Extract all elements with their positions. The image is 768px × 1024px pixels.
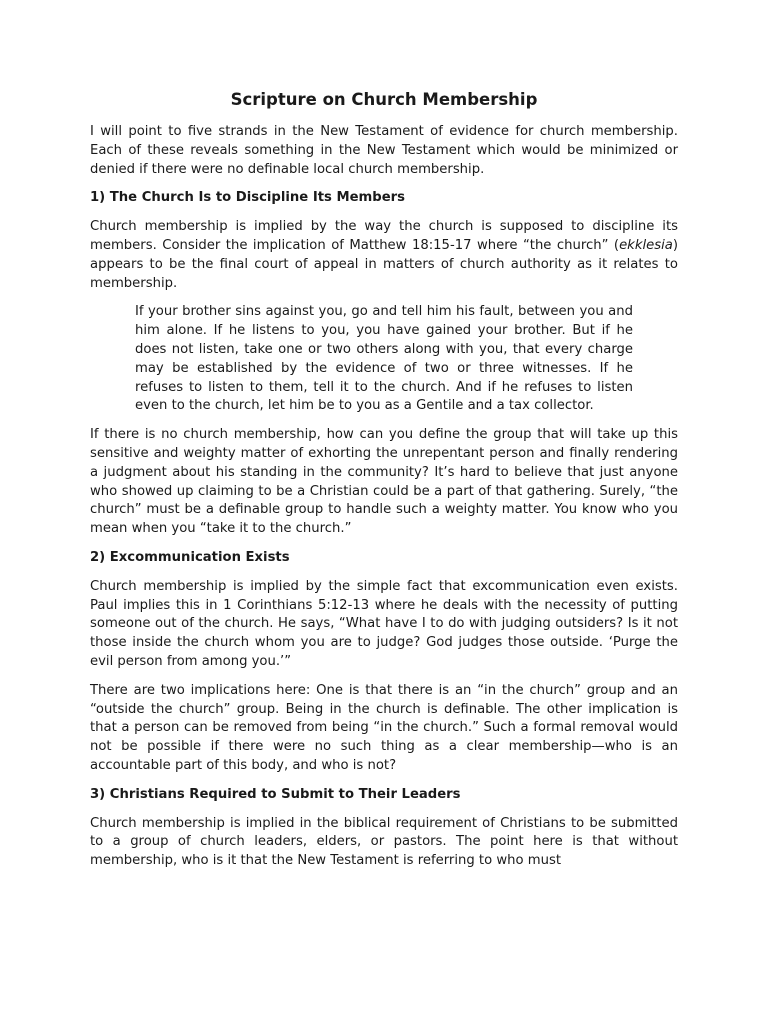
document-title: Scripture on Church Membership	[230, 90, 538, 109]
matthew-quote-block: If your brother sins against you, go and tell him his fault, between you and him alone. If he listens to you, you have gained your brother. But if he does not listen, take one or two others along with you, that every charge may be established by the evidence of two or three witnesses. If he refuses to listen to them, tell it to the church. And if he refuses to listen even to the church, let him be to you as a Gentile and a tax collector.	[135, 304, 633, 414]
ekklesia-term: ekklesia	[619, 237, 673, 253]
section-1-paragraph-2: If there is no church membership, how can you define the group that will take up this sensitive and weighty matter of exhorting the unrepentant person and finally rendering a judgment about his standing in the community? It’s hard to believe that just anyone who showed up claiming to be a Christian could be a part of that gathering. Surely, “the church” must be a definable group to handle such a weighty matter. You know who you mean when you “take it to the church.”	[90, 427, 678, 537]
section-1-paragraph-1	[90, 218, 678, 293]
intro-paragraph: I will point to five strands in the New Testament of evidence for church membership. Each of these reveals something in the New Testament which would be minimized or denied if there were no definable local church membership.	[90, 124, 678, 177]
document-page	[90, 88, 678, 881]
section-3-paragraph-1: Church membership is implied in the biblical requirement of Christians to be submitted to a group of church leaders, elders, or pastors. The point here is that without membership, who is it that the New Testament is referring to who must	[90, 815, 678, 869]
section-2-paragraph-1: Church membership is implied by the simple fact that excommunication even exists. Paul implies this in 1 Corinthians 5:12-13 where he deals with the necessity of putting someone out of the church. He says, “What have I to do with judging outsiders? Is it not those inside the church whom you are to judge? God judges those outside. ‘Purge the evil person from among you.’”	[90, 578, 678, 669]
section-1-paragraph-1-text-a: Church membership is implied by the way the church is supposed to discipline its members. Consider the implication of Matthew 18:15-17 where “the church” (	[90, 219, 678, 253]
section-1-paragraph-1-text-b: ) appears to be the final court of appeal in matters of church authority as it relates to membership.	[90, 237, 678, 291]
section-2-paragraph-2: There are two implications here: One is that there is an “in the church” group and an “outside the church” group. Being in the church is definable. The other implication is that a person can be removed from being “in the church.” Such a formal removal would not be possible if there were no such thing as a clear membership—who is an accountable part of this body, and who is not?	[90, 682, 678, 773]
section-1-heading: 1) The Church Is to Discipline Its Members	[90, 190, 406, 206]
section-2-heading: 2) Excommunication Exists	[90, 549, 290, 565]
section-3-heading: 3) Christians Required to Submit to Their Leaders	[90, 786, 461, 802]
